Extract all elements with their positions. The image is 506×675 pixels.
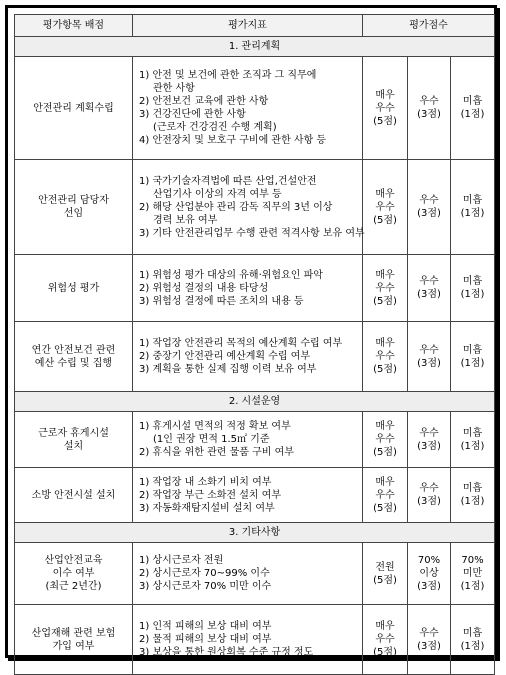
indicator-line: 2) 위험성 결정의 내용 타당성 [139, 282, 269, 294]
score-low: 미흡 (1점) [451, 605, 495, 675]
table-row [15, 605, 495, 675]
score-low: 미흡 (1점) [451, 322, 495, 392]
score-mid: 우수 (3점) [408, 468, 451, 523]
evaluation-table [14, 14, 495, 675]
score-high: 매우 우수 (5점) [363, 57, 408, 160]
indicator-line: 관한 사항 [153, 83, 195, 94]
indicator-line: 3) 상시근로자 70% 미만 이수 [139, 581, 272, 592]
score-high: 매우 우수 (5점) [363, 605, 408, 675]
score-mid: 70% 이상 (3점) [408, 543, 451, 605]
row-indicators [133, 605, 363, 675]
indicator-line: 2) 해당 산업분야 관리 감독 직무의 3년 이상 [139, 201, 333, 213]
score-mid: 우수 (3점) [408, 322, 451, 392]
indicator-line: 1) 상시근로자 전원 [139, 555, 224, 566]
row-indicators [133, 468, 363, 523]
indicator-line: 1) 휴게시설 면적의 적정 확보 여부 [139, 421, 291, 432]
section-title: 1. 관리계획 [15, 37, 495, 57]
indicator-line: 2) 안전보건 교육에 관한 사항 [139, 96, 269, 107]
table-body [15, 37, 495, 675]
score-mid: 우수 (3점) [408, 605, 451, 675]
header-score: 평가점수 [363, 15, 495, 37]
indicator-line: 1) 안전 및 보건에 관한 조직과 그 직무에 [139, 70, 317, 81]
indicator-line: 3) 위험성 결정에 따른 조치의 내용 등 [139, 295, 304, 307]
evaluation-table-frame [5, 5, 497, 658]
table-row [15, 255, 495, 322]
score-mid: 우수 (3점) [408, 57, 451, 160]
section-title: 2. 시설운영 [15, 392, 495, 412]
indicator-line: 2) 중장기 안전관리 예산계획 수립 여부 [139, 351, 311, 362]
indicator-line: 2) 상시근로자 70~99% 이수 [139, 568, 270, 579]
indicator-line: 1) 작업장 내 소화기 비치 여부 [139, 476, 272, 488]
indicator-line: 3) 기타 안전관리업무 수행 관련 적격사항 보유 여부 [139, 227, 365, 239]
indicator-line: 산업기사 이상의 자격 여부 등 [153, 188, 282, 200]
row-category: 위험성 평가 [15, 255, 133, 322]
table-row [15, 468, 495, 523]
table-row [15, 322, 495, 392]
score-mid: 우수 (3점) [408, 255, 451, 322]
score-mid: 우수 (3점) [408, 412, 451, 468]
table-row [15, 543, 495, 605]
section-row [15, 392, 495, 412]
section-row [15, 523, 495, 543]
section-row [15, 37, 495, 57]
score-mid: 우수 (3점) [408, 160, 451, 255]
score-low: 미흡 (1점) [451, 255, 495, 322]
table-row [15, 57, 495, 160]
row-indicators [133, 255, 363, 322]
header-row [15, 15, 495, 37]
row-category: 산업안전교육 이수 여부 (최근 2년간) [15, 543, 133, 605]
row-category: 안전관리 담당자 선임 [15, 160, 133, 255]
indicator-line: 3) 계획을 통한 실제 집행 이력 보유 여부 [139, 364, 317, 375]
section-title: 3. 기타사항 [15, 523, 495, 543]
indicator-line: 2) 작업장 부근 소화전 설치 여부 [139, 489, 282, 501]
header-indicator: 평가지표 [133, 15, 363, 37]
indicator-line: (1인 권장 면적 1.5㎡ 기준 [153, 434, 270, 445]
score-low: 미흡 (1점) [451, 412, 495, 468]
score-high: 매우 우수 (5점) [363, 255, 408, 322]
score-high: 매우 우수 (5점) [363, 468, 408, 523]
score-low: 미흡 (1점) [451, 160, 495, 255]
score-high: 매우 우수 (5점) [363, 412, 408, 468]
indicator-line: (근로자 건강검진 수행 계획) [153, 122, 277, 133]
indicator-line: 3) 건강진단에 관한 사항 [139, 109, 246, 120]
indicator-line: 2) 물적 피해의 보상 대비 여부 [139, 634, 272, 645]
row-category: 근로자 휴게시설 설치 [15, 412, 133, 468]
score-high: 매우 우수 (5점) [363, 160, 408, 255]
row-indicators [133, 412, 363, 468]
indicator-line: 1) 국가기술자격법에 따른 산업,건설안전 [139, 175, 317, 187]
indicator-line: 경력 보유 여부 [153, 214, 218, 226]
table-row [15, 412, 495, 468]
indicator-line: 4) 안전장치 및 보호구 구비에 관한 사항 등 [139, 135, 327, 146]
score-low: 미흡 (1점) [451, 57, 495, 160]
score-low: 미흡 (1점) [451, 468, 495, 523]
row-category: 연간 안전보건 관련 예산 수립 및 집행 [15, 322, 133, 392]
table-row [15, 160, 495, 255]
row-category: 소방 안전시설 설치 [15, 468, 133, 523]
row-indicators [133, 543, 363, 605]
score-high: 매우 우수 (5점) [363, 322, 408, 392]
header-category: 평가항목 배점 [15, 15, 133, 37]
indicator-line: 1) 위험성 평가 대상의 유해·위험요인 파악 [139, 269, 323, 281]
indicator-line: 3) 자동화재탐지설비 설치 여부 [139, 502, 275, 514]
row-indicators [133, 322, 363, 392]
row-category: 안전관리 계획수립 [15, 57, 133, 160]
indicator-line: 1) 작업장 안전관리 목적의 예산계획 수립 여부 [139, 338, 343, 349]
indicator-line: 3) 보상을 통한 원상회복 수준 규정 정도 [139, 647, 314, 658]
score-high: 전원 (5점) [363, 543, 408, 605]
indicator-line: 1) 인적 피해의 보상 대비 여부 [139, 621, 272, 632]
row-indicators [133, 57, 363, 160]
row-category: 산업재해 관련 보험 가입 여부 [15, 605, 133, 675]
row-indicators [133, 160, 363, 255]
score-low: 70% 미만 (1점) [451, 543, 495, 605]
indicator-line: 2) 휴식을 위한 관련 물품 구비 여부 [139, 447, 294, 458]
